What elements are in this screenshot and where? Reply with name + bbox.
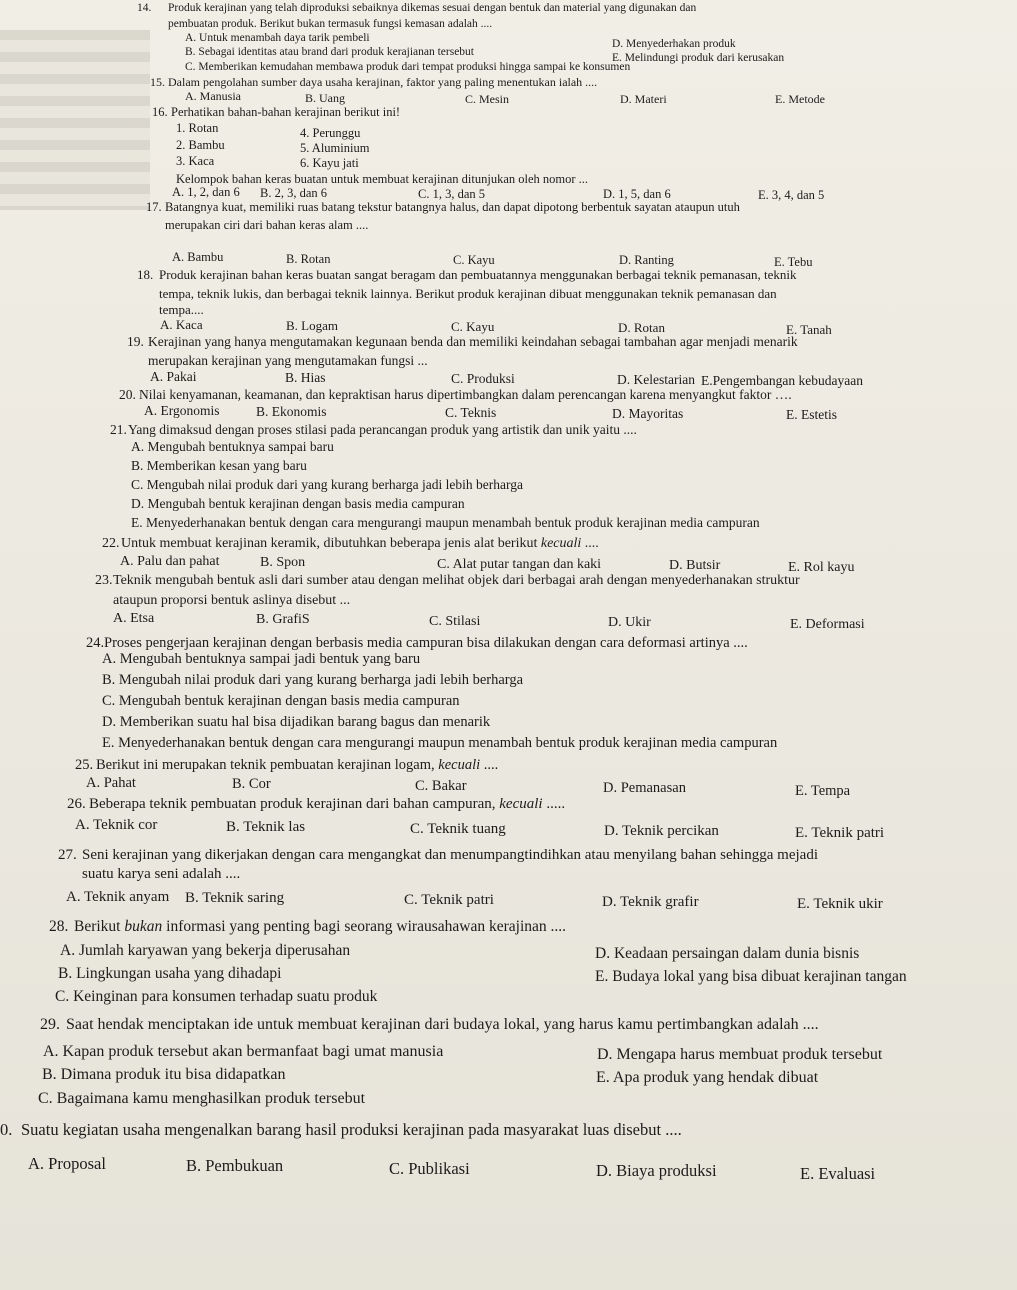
answer-option-c: C. Bakar bbox=[415, 778, 467, 794]
answer-option-c: C. Teknik patri bbox=[404, 892, 494, 908]
answer-option-d: D. Ukir bbox=[608, 615, 651, 630]
answer-option-e: E. Tanah bbox=[786, 322, 832, 337]
question-emphasis: kecuali bbox=[540, 536, 582, 551]
answer-option-e: E. Tempa bbox=[795, 783, 851, 799]
answer-option-e: E. Melindungi produk dari kerusakan bbox=[612, 52, 785, 64]
question-text: Produk kerajinan yang telah diproduksi sebaiknya dikemas sesuai dengan bentuk dan material yang digunakan dan bbox=[168, 2, 697, 14]
question-text: Kerajinan yang hanya mengutamakan kegunaan benda dan memiliki keindahan sebagai tambahan agar menjadi menarik bbox=[148, 334, 798, 349]
answer-option-e: E. Evaluasi bbox=[800, 1164, 876, 1183]
question-number: 14. bbox=[137, 2, 152, 14]
answer-option-c: C. Teknis bbox=[445, 405, 497, 420]
question-text: tempa, teknik lukis, dan berbagai teknik lainnya. Berikut produk kerajinan dibuat menggunakan teknik pemanasan dan bbox=[159, 286, 777, 301]
question-number: 17. bbox=[146, 200, 162, 214]
answer-option-d: D. Mengubah bentuk kerajinan dengan basis media campuran bbox=[131, 496, 465, 511]
question-text: Beberapa teknik pembuatan produk kerajinan dari bahan campuran, bbox=[89, 796, 500, 812]
question-number: 27. bbox=[58, 847, 77, 863]
answer-option-e: E. Teknik ukir bbox=[797, 896, 883, 912]
question-text: Suatu kegiatan usaha mengenalkan barang hasil produksi kerajinan pada masyarakat luas disebut .... bbox=[21, 1120, 682, 1139]
question-text: ..... bbox=[542, 796, 566, 812]
answer-option-d: D. Menyederhakan produk bbox=[612, 38, 736, 50]
answer-option-e: E. Teknik patri bbox=[795, 825, 885, 841]
answer-option-d: D. Ranting bbox=[619, 253, 674, 267]
answer-option-b: B. Spon bbox=[260, 555, 306, 570]
answer-option-d: D. Kelestarian bbox=[617, 372, 695, 387]
question-text bbox=[121, 536, 599, 552]
answer-option-b: B. Memberikan kesan yang baru bbox=[131, 458, 307, 473]
answer-option-a: A. Mengubah bentuknya sampai baru bbox=[131, 439, 334, 454]
answer-option-a: A. Proposal bbox=[28, 1154, 106, 1173]
question-text: Saat hendak menciptakan ide untuk membuat kerajinan dari budaya lokal, yang harus kamu pertimbangkan adalah .... bbox=[66, 1016, 819, 1033]
answer-option-c: C. Memberikan kemudahan membawa produk dari tempat produksi hingga sampai ke konsumen bbox=[185, 61, 631, 73]
question-number: 0. bbox=[0, 1120, 13, 1139]
answer-option-e: E. Tebu bbox=[774, 255, 813, 269]
answer-option-a: A. 1, 2, dan 6 bbox=[172, 185, 240, 199]
answer-option-b: B. Dimana produk itu bisa didapatkan bbox=[42, 1066, 286, 1083]
material-list-item: 2. Bambu bbox=[176, 138, 225, 152]
answer-option-c: C. Produksi bbox=[451, 371, 515, 386]
answer-option-b: B. Sebagai identitas atau brand dari produk kerajianan tersebut bbox=[185, 46, 474, 58]
answer-option-b: B. Ekonomis bbox=[256, 404, 327, 419]
answer-option-c: C. Mesin bbox=[465, 92, 510, 106]
answer-option-c: C. Kayu bbox=[451, 319, 495, 334]
answer-option-c: C. Teknik tuang bbox=[410, 821, 506, 837]
material-list-item: 6. Kayu jati bbox=[300, 156, 359, 170]
answer-option-b: B. Pembukuan bbox=[186, 1156, 284, 1175]
answer-option-b: B. Cor bbox=[232, 776, 271, 792]
answer-option-b: B. Teknik las bbox=[226, 819, 306, 835]
question-text: pembuatan produk. Berikut bukan termasuk fungsi kemasan adalah .... bbox=[168, 18, 493, 30]
answer-option-b: B. Uang bbox=[305, 91, 345, 105]
answer-option-d: D. Pemanasan bbox=[603, 780, 686, 796]
question-text: Batangnya kuat, memiliki ruas batang tekstur batangnya halus, dan dapat dipotong berbentuk sayatan ataupun utuh bbox=[165, 200, 740, 214]
answer-option-e: E. Metode bbox=[775, 92, 825, 106]
question-number: 24. bbox=[86, 635, 105, 651]
answer-option-d: D. Butsir bbox=[669, 558, 721, 573]
answer-option-e: E. 3, 4, dan 5 bbox=[758, 188, 825, 202]
answer-option-e: E. Estetis bbox=[786, 407, 837, 422]
answer-option-c: C. Stilasi bbox=[429, 614, 481, 629]
question-number: 29. bbox=[40, 1016, 60, 1033]
question-number: 16. bbox=[152, 105, 168, 119]
question-number: 21. bbox=[110, 422, 127, 437]
answer-option-b: B. Teknik saring bbox=[185, 890, 285, 906]
answer-option-e: E. Menyederhanakan bentuk dengan cara mengurangi maupun menambah bentuk produk kerajinan media campuran bbox=[102, 735, 778, 751]
answer-option-a: A. Jumlah karyawan yang bekerja diperusahan bbox=[60, 942, 351, 959]
answer-option-d: D. Rotan bbox=[618, 320, 665, 335]
answer-option-a: A. Palu dan pahat bbox=[120, 554, 220, 569]
answer-option-a: A. Ergonomis bbox=[144, 403, 220, 418]
answer-option-b: B. Logam bbox=[286, 318, 338, 333]
material-list-item: 1. Rotan bbox=[176, 121, 219, 135]
answer-option-d: D. Memberikan suatu hal bisa dijadikan barang bagus dan menarik bbox=[102, 714, 491, 730]
answer-option-e: E. Rol kayu bbox=[788, 560, 855, 575]
question-emphasis: kecuali bbox=[438, 757, 481, 773]
answer-option-d: D. Mayoritas bbox=[612, 406, 684, 421]
question-number: 23. bbox=[95, 573, 113, 588]
question-text: Berikut ini merupakan teknik pembuatan kerajinan logam, bbox=[96, 757, 439, 773]
answer-option-a: A. Manusia bbox=[185, 89, 241, 103]
question-number: 20. bbox=[119, 387, 136, 402]
question-number: 25. bbox=[75, 757, 94, 773]
answer-option-b: B. Rotan bbox=[286, 252, 331, 266]
answer-option-a: A. Kaca bbox=[160, 317, 203, 332]
question-text: Produk kerajinan bahan keras buatan sangat beragam dan pembuatannya menggunakan berbagai teknik pemanasan, teknik bbox=[159, 267, 797, 282]
question-text: Seni kerajinan yang dikerjakan dengan cara mengangkat dan menumpangtindihkan atau menyilang bahan sehingga mejadi bbox=[82, 847, 818, 863]
material-list-item: 4. Perunggu bbox=[300, 126, 361, 140]
material-list-item: 3. Kaca bbox=[176, 154, 215, 168]
answer-option-a: A. Mengubah bentuknya sampai jadi bentuk yang baru bbox=[102, 651, 421, 667]
question-text: Teknik mengubah bentuk asli dari sumber atau dengan melihat objek dari berbagai arah dengan menyederhanakan struktur bbox=[113, 573, 800, 588]
answer-option-e: E. Apa produk yang hendak dibuat bbox=[596, 1069, 819, 1086]
answer-option-a: A. Etsa bbox=[113, 611, 155, 626]
material-list-item: 5. Aluminium bbox=[300, 141, 370, 155]
question-text: Yang dimaksud dengan proses stilasi pada perancangan produk yang artistik dan unik yaitu .... bbox=[128, 422, 637, 437]
question-text: Untuk membuat kerajinan keramik, dibutuhkan beberapa jenis alat berikut bbox=[121, 536, 541, 551]
question-number: 22. bbox=[102, 536, 120, 551]
answer-option-d: D. Mengapa harus membuat produk tersebut bbox=[597, 1046, 883, 1063]
answer-option-e: E. Menyederhanakan bentuk dengan cara mengurangi maupun menambah bentuk produk kerajinan media campuran bbox=[131, 515, 760, 530]
question-text: Proses pengerjaan kerajinan dengan berbasis media campuran bisa dilakukan dengan cara deformasi artinya .... bbox=[104, 635, 748, 651]
answer-option-a: A. Untuk menambah daya tarik pembeli bbox=[185, 32, 370, 44]
question-text: ataupun proporsi bentuk aslinya disebut ... bbox=[113, 593, 351, 608]
answer-option-d: D. Teknik percikan bbox=[604, 823, 719, 839]
answer-option-b: B. Mengubah nilai produk dari yang kurang berharga jadi lebih berharga bbox=[102, 672, 524, 688]
question-text: Nilai kenyamanan, keamanan, dan kepraktisan harus dipertimbangkan dalam perencangan karena menyangkut faktor …. bbox=[139, 387, 792, 402]
answer-option-b: B. Hias bbox=[285, 370, 326, 385]
answer-option-c: C. Mengubah bentuk kerajinan dengan basis media campuran bbox=[102, 693, 460, 709]
question-number: 19. bbox=[127, 334, 144, 349]
question-text: merupakan kerajinan yang mengutamakan fungsi ... bbox=[148, 353, 428, 368]
question-text: merupakan ciri dari bahan keras alam .... bbox=[165, 218, 369, 232]
question-text bbox=[74, 918, 566, 936]
question-text: .... bbox=[480, 757, 499, 773]
answer-option-a: A. Pahat bbox=[86, 775, 136, 791]
answer-option-d: D. 1, 5, dan 6 bbox=[603, 187, 671, 201]
answer-option-a: A. Pakai bbox=[150, 369, 197, 384]
answer-option-b: B. GrafiS bbox=[256, 612, 310, 627]
answer-option-c: C. Publikasi bbox=[389, 1159, 470, 1178]
answer-option-b: B. Lingkungan usaha yang dihadapi bbox=[58, 965, 282, 982]
question-emphasis: bukan bbox=[124, 918, 163, 935]
answer-option-c: C. Keinginan para konsumen terhadap suatu produk bbox=[55, 988, 378, 1005]
answer-option-e: E. Deformasi bbox=[790, 617, 865, 632]
answer-option-a: A. Bambu bbox=[172, 250, 224, 264]
answer-option-d: D. Keadaan persaingan dalam dunia bisnis bbox=[595, 945, 860, 962]
question-emphasis: kecuali bbox=[499, 796, 543, 812]
question-text: Perhatikan bahan-bahan kerajinan berikut ini! bbox=[171, 105, 401, 119]
answer-option-d: D. Materi bbox=[620, 92, 667, 106]
question-number: 18. bbox=[137, 267, 154, 282]
question-text: suatu karya seni adalah .... bbox=[82, 866, 241, 882]
question-text bbox=[96, 757, 498, 774]
answer-option-d: D. Teknik grafir bbox=[602, 894, 699, 910]
answer-option-a: A. Teknik cor bbox=[75, 817, 158, 833]
question-text: Kelompok bahan keras buatan untuk membuat kerajinan ditunjukan oleh nomor ... bbox=[176, 172, 589, 186]
question-number: 28. bbox=[49, 918, 69, 935]
question-text: tempa.... bbox=[159, 302, 204, 317]
question-number: 26. bbox=[67, 796, 86, 812]
answer-option-d: D. Biaya produksi bbox=[596, 1161, 717, 1180]
answer-option-c: C. Mengubah nilai produk dari yang kurang berharga jadi lebih berharga bbox=[131, 477, 524, 492]
question-number: 15. bbox=[150, 75, 165, 89]
question-text: .... bbox=[581, 536, 599, 551]
answer-option-e: E.Pengembangan kebudayaan bbox=[701, 373, 863, 388]
question-text: informasi yang penting bagi seorang wirausahawan kerajinan .... bbox=[162, 918, 566, 935]
answer-option-c: C. Kayu bbox=[453, 253, 495, 267]
answer-option-a: A. Teknik anyam bbox=[66, 889, 170, 905]
question-text: Dalam pengolahan sumber daya usaha kerajinan, faktor yang paling menentukan ialah .... bbox=[168, 75, 598, 89]
question-text: Berikut bbox=[74, 918, 125, 935]
answer-option-b: B. 2, 3, dan 6 bbox=[260, 186, 328, 200]
answer-option-e: E. Budaya lokal yang bisa dibuat kerajinan tangan bbox=[595, 968, 907, 985]
answer-option-c: C. Bagaimana kamu menghasilkan produk tersebut bbox=[38, 1090, 366, 1107]
answer-option-c: C. Alat putar tangan dan kaki bbox=[437, 557, 602, 572]
answer-option-c: C. 1, 3, dan 5 bbox=[418, 187, 486, 201]
answer-option-a: A. Kapan produk tersebut akan bermanfaat bagi umat manusia bbox=[43, 1043, 444, 1060]
question-text bbox=[89, 796, 565, 813]
